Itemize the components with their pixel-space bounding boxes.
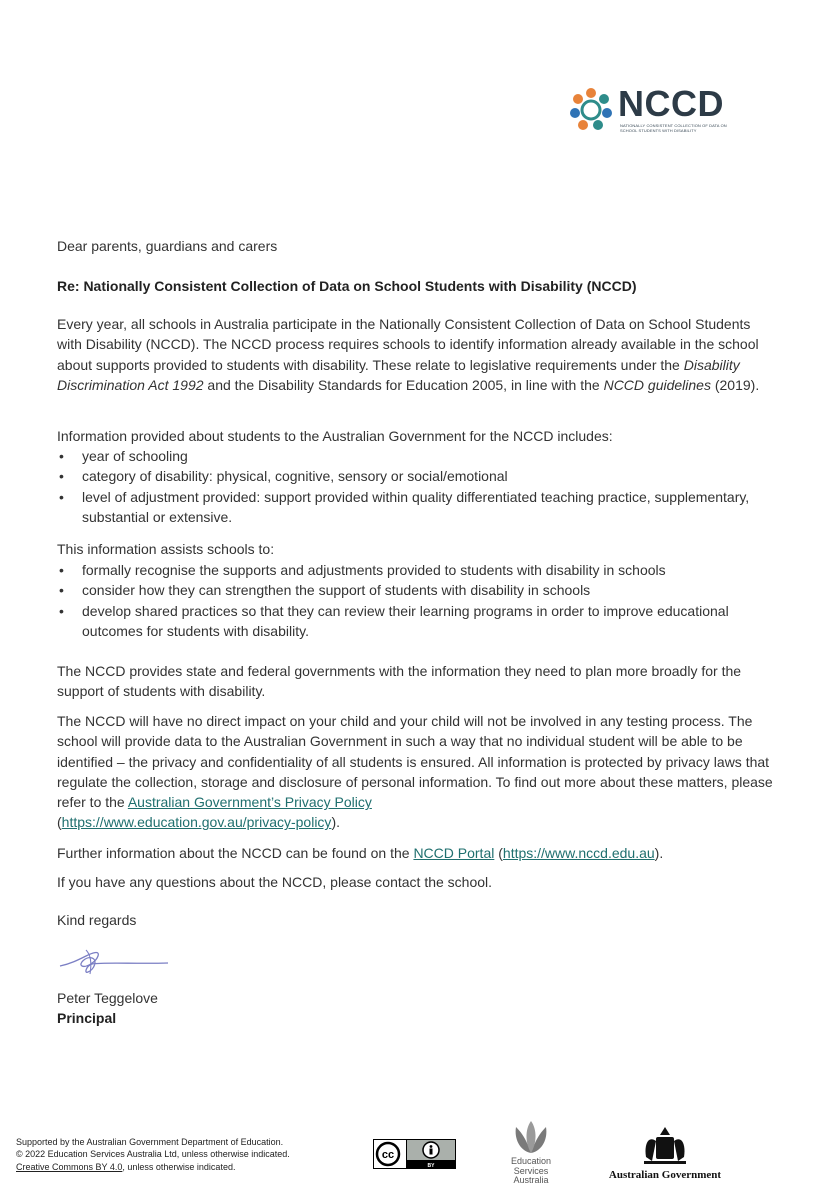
greeting: Dear parents, guardians and carers bbox=[57, 238, 278, 254]
intro-text-3: (2019). bbox=[710, 376, 760, 393]
paren-open: ( bbox=[57, 814, 62, 831]
info-list bbox=[57, 446, 777, 527]
governments-paragraph: The NCCD provides state and federal governments with the information they need to plan more broadly for the support of students with disability. bbox=[57, 663, 742, 700]
list-item: • formally recognise the supports and adjustments provided to students with disability in schools bbox=[57, 560, 777, 580]
sign-off: Kind regards bbox=[57, 912, 137, 928]
privacy-policy-url-link[interactable]: https://www.education.gov.au/privacy-policy bbox=[61, 814, 332, 831]
nccd-logo bbox=[568, 84, 733, 134]
nccd-portal-link[interactable]: NCCD Portal bbox=[413, 845, 495, 861]
esa-line: Australia bbox=[513, 1175, 549, 1185]
logo-wordmark: NCCD bbox=[618, 83, 724, 124]
privacy-paragraph bbox=[57, 711, 777, 833]
list-item: • year of schooling bbox=[57, 446, 777, 466]
signatory-role: Principal bbox=[57, 1010, 117, 1027]
further-info-paragraph bbox=[57, 843, 777, 863]
privacy-text: The NCCD will have no direct impact on your child and your child will not be involved in any testing process. The school will provide data to the Australian Government in such a way that no individual student will be able to be identified – the privacy and confidentiality of all students is ensured. All information is protected by privacy laws that regulate the collection, storage and disclosure of personal information. To find out more about these matters, please refer to the bbox=[57, 713, 773, 811]
cc-badge-cc-label: cc bbox=[381, 1149, 395, 1161]
subject-line: Re: Nationally Consistent Collection of Data on School Students with Disability (NCCD) bbox=[57, 278, 637, 294]
footer-support-line: Supported by the Australian Government Department of Education. bbox=[16, 1137, 284, 1147]
logo-subtitle: NATIONALLY CONSISTENT COLLECTION OF DATA ON SCHOOL STUDENTS WITH DISABILITY bbox=[620, 123, 727, 133]
paren-close: ). bbox=[331, 814, 340, 831]
footer-license-rest: , unless otherwise indicated. bbox=[122, 1161, 236, 1172]
further-text: Further information about the NCCD can be found on the bbox=[57, 845, 414, 861]
assist-intro: This information assists schools to: bbox=[57, 541, 275, 557]
coat-of-arms-icon bbox=[600, 1123, 730, 1169]
list-item: • develop shared practices so that they can review their learning programs in order to improve educational outcomes for students with disability. bbox=[57, 601, 777, 642]
list-item: • consider how they can strengthen the support of students with disability in schools bbox=[57, 580, 777, 600]
footer-copyright-line: © 2022 Education Services Australia Ltd, unless otherwise indicated. bbox=[16, 1149, 290, 1160]
footer-credits bbox=[16, 1136, 356, 1173]
assist-list bbox=[57, 560, 777, 641]
paren-close: ). bbox=[654, 845, 664, 861]
esa-wordmark bbox=[500, 1157, 562, 1186]
australian-government-wordmark: Australian Government bbox=[608, 1169, 722, 1181]
nccd-portal-url-link[interactable]: https://www.nccd.edu.au bbox=[502, 845, 655, 861]
list-item: • level of adjustment provided: support provided within quality differentiated teaching practice, supplementary, substantial or extensive. bbox=[57, 487, 777, 528]
intro-text-2: and the Disability Standards for Education 2005, in line with the bbox=[203, 376, 604, 393]
creative-commons-link[interactable]: Creative Commons BY 4.0 bbox=[16, 1161, 123, 1172]
nccd-ring-icon bbox=[568, 86, 614, 132]
esa-logo bbox=[500, 1117, 562, 1187]
paren-open: ( bbox=[494, 845, 503, 861]
privacy-policy-link[interactable]: Australian Government’s Privacy Policy bbox=[127, 794, 372, 811]
signatory-block bbox=[57, 988, 777, 1029]
esa-line: Services bbox=[513, 1165, 549, 1176]
list-item: • category of disability: physical, cognitive, sensory or social/emotional bbox=[57, 466, 777, 486]
intro-paragraph bbox=[57, 314, 777, 395]
act-title: Disability Discrimination Act 1992 bbox=[57, 356, 740, 393]
intro-text-1: Every year, all schools in Australia participate in the Nationally Consistent Collection of Data on School Students with Disability (NCCD). The NCCD process requires schools to identify information already available in the school about supports provided to students with disability. These relate to legislative requirements under the bbox=[57, 316, 759, 373]
questions-paragraph: If you have any questions about the NCCD, please contact the school. bbox=[57, 874, 493, 890]
australian-government-logo bbox=[600, 1123, 730, 1185]
creative-commons-badge bbox=[373, 1139, 456, 1169]
cc-badge-by-label: BY bbox=[427, 1163, 435, 1169]
guidelines-title: NCCD guidelines bbox=[603, 376, 711, 393]
info-intro: Information provided about students to the Australian Government for the NCCD includes: bbox=[57, 428, 613, 444]
signature-image bbox=[56, 944, 171, 978]
esa-line: Education bbox=[510, 1156, 552, 1166]
signatory-name: Peter Teggelove bbox=[57, 990, 158, 1006]
esa-flower-icon bbox=[500, 1117, 562, 1157]
